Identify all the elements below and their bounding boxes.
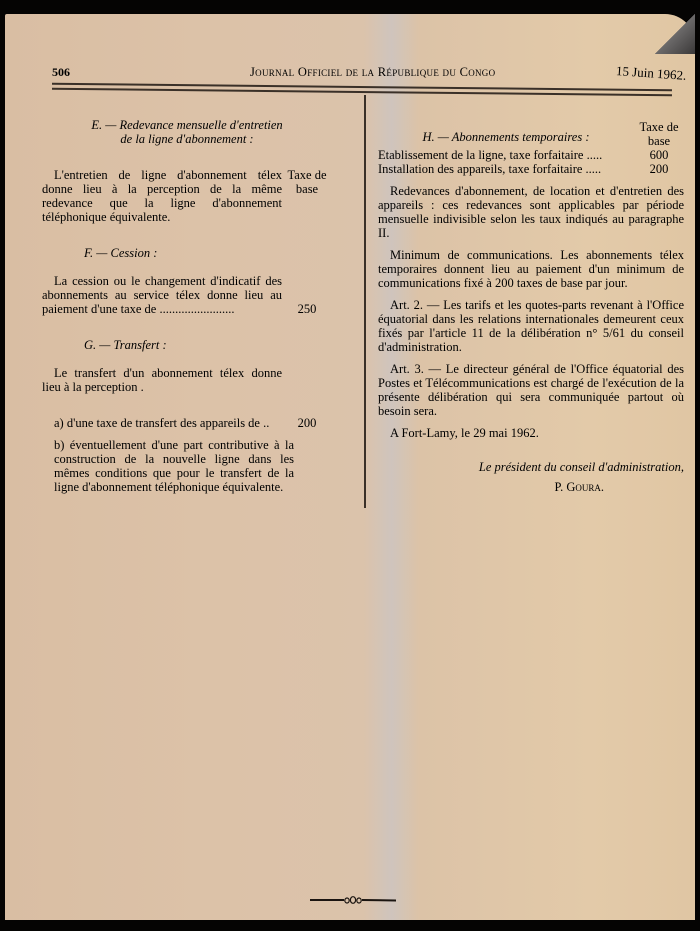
section-g-item-b: b) éventuellement d'une part contributive à la construction de la nouvelle ligne dans les mêmes conditions que pour le transfert de la ligne d'abonnement téléphonique équivalente. [54, 438, 294, 494]
section-g-item-a: a) d'une taxe de transfert des appareils de .. [54, 416, 270, 430]
section-h-row-amount: 200 [649, 162, 669, 176]
section-g-heading: G. — Transfert : [84, 338, 167, 352]
section-e-row [42, 168, 332, 224]
paragraph-minimum: Minimum de communications. Les abonnements télex temporaires donnent lieu au paiement d'un minimum de communications fixé à 200 taxes de base par jour. [378, 248, 684, 290]
section-h-heading: H. — Abonnements temporaires : [422, 130, 590, 144]
section-h-unit-label: Taxe de base [639, 120, 679, 148]
right-column [378, 120, 684, 494]
section-g-intro: Le transfert d'un abonnement télex donne lieu à la perception . [42, 366, 282, 394]
page-number: 506 [52, 65, 70, 79]
page-corner-shadow [655, 14, 695, 54]
section-f-text: La cession ou le changement d'indicatif des abonnements au service télex donne lieu au paiement d'une taxe de ........................ [42, 274, 282, 316]
section-h-row-label: Etablissement de la ligne, taxe forfaitaire ..... [378, 148, 603, 162]
section-f-row [42, 274, 332, 316]
left-column [42, 118, 332, 494]
section-g-item-a-row [42, 416, 332, 430]
section-e-heading-2: de la ligne d'abonnement : [120, 132, 254, 146]
paragraph-redevances: Redevances d'abonnement, de location et d'entretien des appareils : ces redevances sont applicables par période mensuelle indivisible selon les taux indiqués au paragraphe II. [378, 184, 684, 240]
section-h-row [378, 162, 684, 176]
paragraph-art-3: Art. 3. — Le directeur général de l'Office équatorial des Postes et Télécommunications est chargé de l'exécution de la présente délibération qui sera communiquée partout où besoin sera. [378, 362, 684, 418]
section-e-heading-1: E. — Redevance mensuelle d'entretien [91, 118, 283, 132]
section-h-heading-row [378, 120, 684, 148]
page-header [0, 63, 700, 83]
end-ornament-icon [310, 896, 396, 904]
section-f-amount: 250 [297, 302, 317, 316]
signature-name: P. Goura. [554, 480, 604, 494]
journal-title: Journal Officiel de la République du Congo [250, 65, 496, 79]
column-divider [364, 95, 366, 508]
section-f-heading: F. — Cession : [84, 246, 158, 260]
section-g-item-a-amount: 200 [297, 416, 317, 430]
signature-title: Le président du conseil d'administration, [478, 460, 684, 474]
place-date: A Fort-Lamy, le 29 mai 1962. [390, 426, 539, 440]
section-e-unit-label: Taxe de base [287, 168, 327, 196]
paragraph-art-2: Art. 2. — Les tarifs et les quotes-parts revenant à l'Office équatorial dans les relations internationales demeurent ceux fixés par l'article 11 de la délibération n° 5/61 du conseil d'administration. [378, 298, 684, 354]
section-e-text: L'entretien de ligne d'abonnement télex donne lieu à la perception de la même redevance que la ligne d'abonnement téléphonique équivalente. [42, 168, 282, 224]
section-h-row-amount: 600 [649, 148, 669, 162]
section-h-row-label: Installation des appareils, taxe forfaitaire ..... [378, 162, 602, 176]
issue-date: 15 Juin 1962. [615, 63, 687, 83]
section-h-row [378, 148, 684, 162]
